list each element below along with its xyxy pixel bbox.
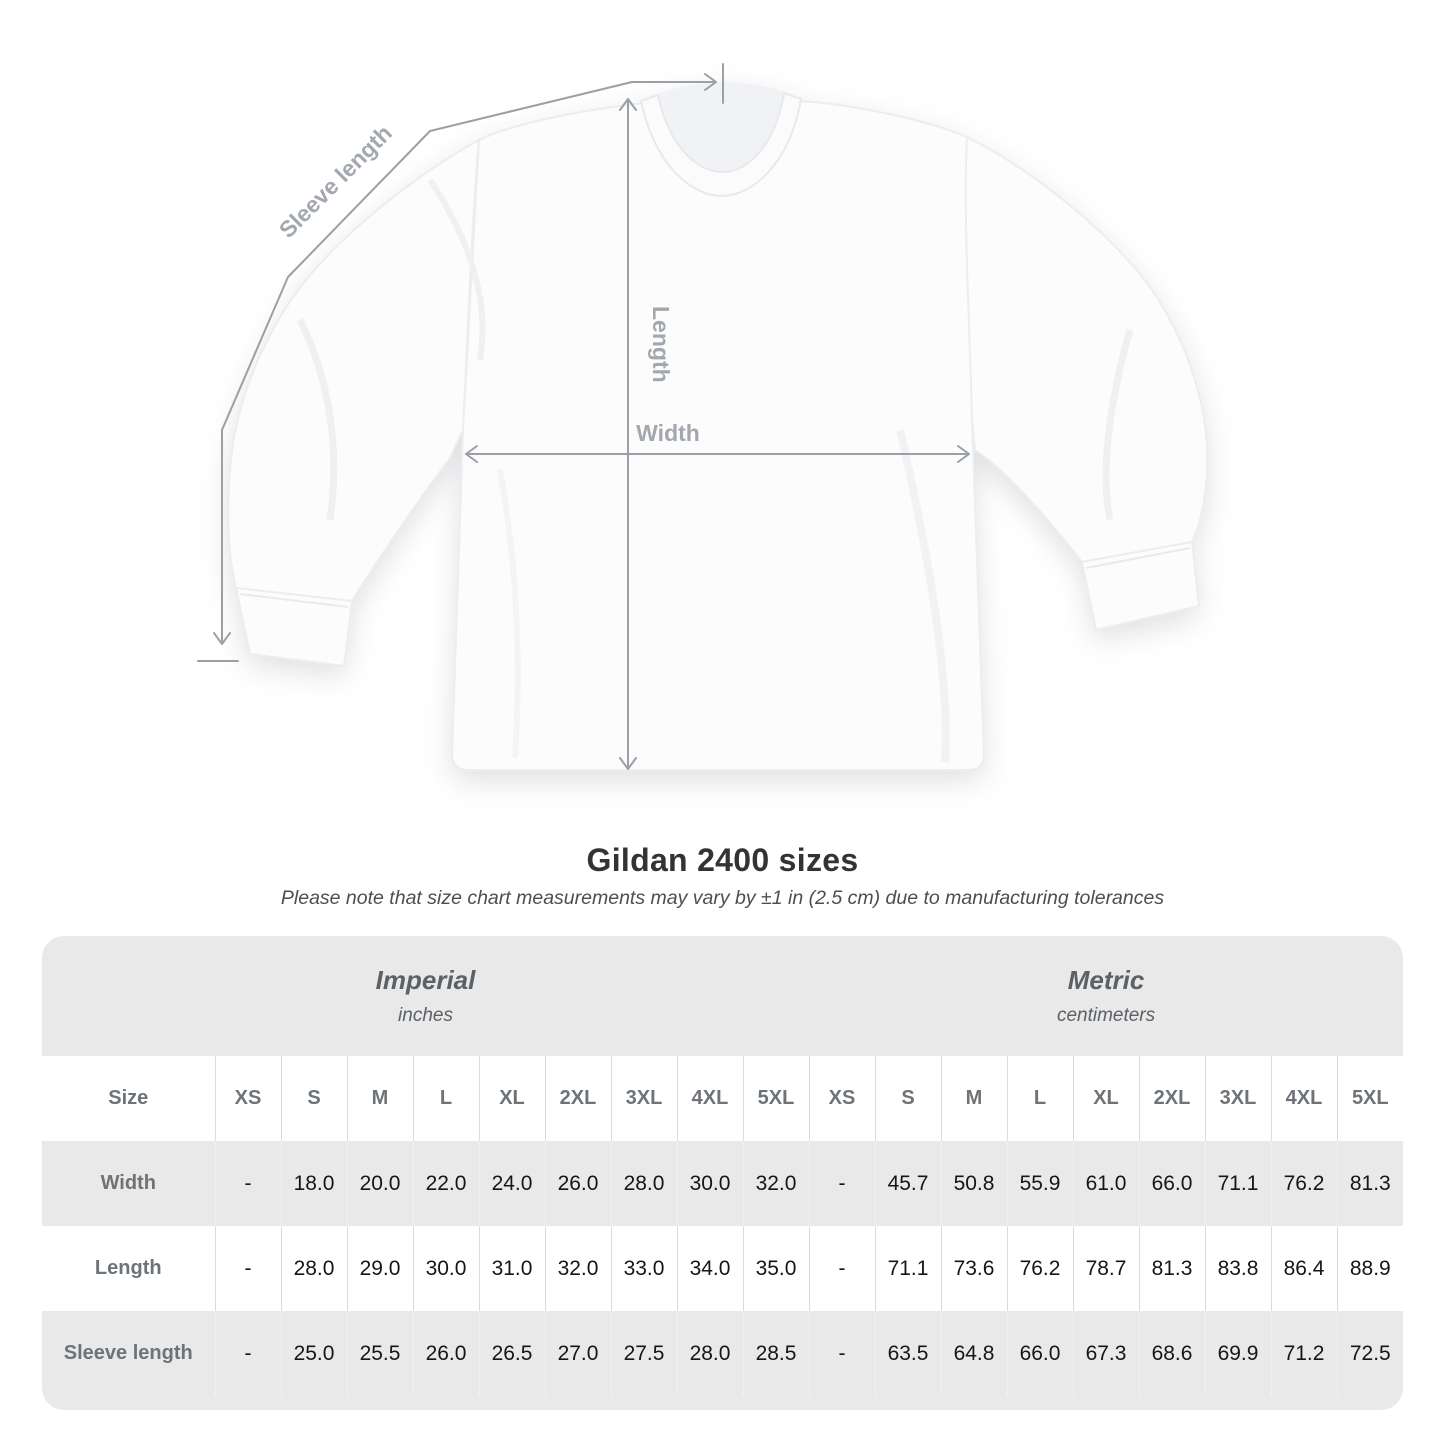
row-label: Width: [42, 1141, 215, 1226]
metric-unit-label: centimeters: [1056, 1005, 1156, 1026]
width-label: Width: [636, 420, 700, 446]
size-value-cell: 28.0: [281, 1226, 347, 1311]
size-value-cell: 28.0: [611, 1141, 677, 1226]
size-value-cell: 18.0: [281, 1141, 347, 1226]
size-value-cell: 83.8: [1205, 1226, 1271, 1311]
size-table-container: [42, 936, 1403, 1410]
size-col-header: 2XL: [1139, 1056, 1205, 1141]
size-value-cell: 81.3: [1139, 1226, 1205, 1311]
metric-label: Metric: [1067, 965, 1145, 995]
size-col-header: XS: [215, 1056, 281, 1141]
size-col-header: 2XL: [545, 1056, 611, 1141]
size-value-cell: -: [215, 1311, 281, 1396]
table-row-width: [42, 1141, 1403, 1226]
size-col-header: L: [1007, 1056, 1073, 1141]
size-value-cell: 76.2: [1007, 1226, 1073, 1311]
size-value-cell: 31.0: [479, 1226, 545, 1311]
size-value-cell: 68.6: [1139, 1311, 1205, 1396]
size-col-header: M: [941, 1056, 1007, 1141]
size-col-header: 3XL: [611, 1056, 677, 1141]
size-col-header: XS: [809, 1056, 875, 1141]
size-value-cell: -: [215, 1141, 281, 1226]
shirt-graphic: [228, 82, 1207, 770]
size-value-cell: 28.5: [743, 1311, 809, 1396]
size-value-cell: 30.0: [413, 1226, 479, 1311]
sleeve-length-label: Sleeve length: [273, 119, 397, 243]
size-col-header: 4XL: [677, 1056, 743, 1141]
size-col-header: L: [413, 1056, 479, 1141]
size-value-cell: 27.0: [545, 1311, 611, 1396]
metric-header: [809, 936, 1403, 1056]
size-value-cell: 26.5: [479, 1311, 545, 1396]
size-corner-label: Size: [42, 1056, 215, 1141]
size-value-cell: -: [215, 1226, 281, 1311]
size-value-cell: 71.2: [1271, 1311, 1337, 1396]
size-value-cell: 26.0: [413, 1311, 479, 1396]
size-value-cell: 24.0: [479, 1141, 545, 1226]
size-value-cell: 71.1: [1205, 1141, 1271, 1226]
size-col-header: 3XL: [1205, 1056, 1271, 1141]
size-value-cell: 67.3: [1073, 1311, 1139, 1396]
size-col-header: XL: [1073, 1056, 1139, 1141]
shirt-right-sleeve: [966, 137, 1208, 562]
size-value-cell: 34.0: [677, 1226, 743, 1311]
imperial-header: [42, 936, 809, 1056]
size-value-cell: 88.9: [1337, 1226, 1403, 1311]
imperial-unit-label: inches: [398, 1005, 453, 1026]
size-value-cell: 61.0: [1073, 1141, 1139, 1226]
size-value-cell: 32.0: [545, 1226, 611, 1311]
row-label: Length: [42, 1226, 215, 1311]
row-label: Sleeve length: [42, 1311, 215, 1396]
size-value-cell: 32.0: [743, 1141, 809, 1226]
size-col-header: 5XL: [743, 1056, 809, 1141]
size-value-cell: 22.0: [413, 1141, 479, 1226]
size-value-cell: -: [809, 1311, 875, 1396]
size-table: [42, 936, 1403, 1396]
size-col-header: M: [347, 1056, 413, 1141]
size-value-cell: 50.8: [941, 1141, 1007, 1226]
page-title: Gildan 2400 sizes: [586, 842, 859, 878]
size-value-cell: 27.5: [611, 1311, 677, 1396]
size-value-cell: 30.0: [677, 1141, 743, 1226]
size-col-header: 4XL: [1271, 1056, 1337, 1141]
size-value-cell: 63.5: [875, 1311, 941, 1396]
size-col-header: S: [281, 1056, 347, 1141]
unit-header-row: [42, 936, 1403, 1056]
size-value-cell: 20.0: [347, 1141, 413, 1226]
size-value-cell: 55.9: [1007, 1141, 1073, 1226]
size-value-cell: 71.1: [875, 1226, 941, 1311]
table-row-sleeve-length: [42, 1311, 1403, 1396]
table-row-length: [42, 1226, 1403, 1311]
size-value-cell: 33.0: [611, 1226, 677, 1311]
size-header-row: [42, 1056, 1403, 1141]
size-value-cell: 81.3: [1337, 1141, 1403, 1226]
size-value-cell: 78.7: [1073, 1226, 1139, 1311]
size-value-cell: 26.0: [545, 1141, 611, 1226]
size-col-header: XL: [479, 1056, 545, 1141]
size-col-header: S: [875, 1056, 941, 1141]
size-value-cell: -: [809, 1226, 875, 1311]
size-value-cell: 66.0: [1007, 1311, 1073, 1396]
size-value-cell: 25.0: [281, 1311, 347, 1396]
size-value-cell: 86.4: [1271, 1226, 1337, 1311]
size-value-cell: 45.7: [875, 1141, 941, 1226]
size-value-cell: 28.0: [677, 1311, 743, 1396]
size-value-cell: 72.5: [1337, 1311, 1403, 1396]
size-value-cell: 66.0: [1139, 1141, 1205, 1226]
size-value-cell: 73.6: [941, 1226, 1007, 1311]
imperial-label: Imperial: [375, 965, 476, 995]
size-value-cell: 76.2: [1271, 1141, 1337, 1226]
size-value-cell: 69.9: [1205, 1311, 1271, 1396]
size-value-cell: 35.0: [743, 1226, 809, 1311]
size-value-cell: 25.5: [347, 1311, 413, 1396]
size-col-header: 5XL: [1337, 1056, 1403, 1141]
size-value-cell: 64.8: [941, 1311, 1007, 1396]
length-label: Length: [648, 306, 674, 383]
tolerance-note: Please note that size chart measurements may vary by ±1 in (2.5 cm) due to manufacturing tolerances: [280, 887, 1165, 909]
size-value-cell: 29.0: [347, 1226, 413, 1311]
size-value-cell: -: [809, 1141, 875, 1226]
